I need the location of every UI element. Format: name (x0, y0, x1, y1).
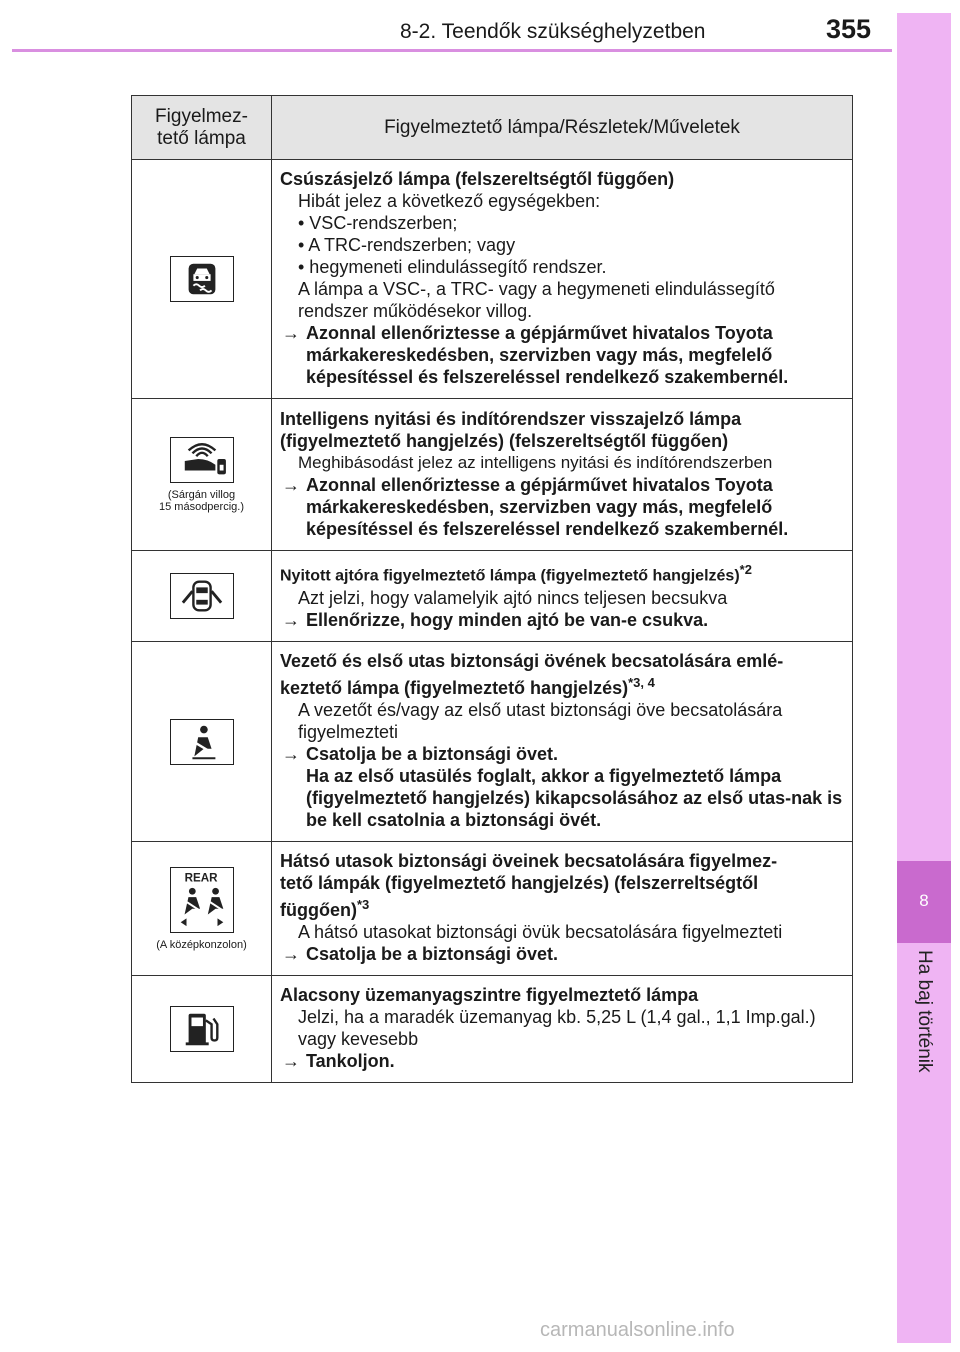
table-header-row (132, 96, 853, 160)
table-row: (Sárgán villog 15 másodpercig.) Intelligens nyitási és indítórendszer visszajelző lámpa (figyelmeztető hangjelzés) (felszereltségtől függően) Meghibásodást jelez az intelligens nyitási és indítórendszerben → Azonnal ellenőriztesse a gépjárművet hivatalos Toyota márkakereskedésben, szervizben vagy más, megfelelő képesítéssel és felszereléssel rendelkező szakembernél. (132, 399, 853, 551)
slip-indicator-icon (170, 256, 234, 302)
page-number: 355 (826, 14, 872, 44)
rear-seatbelt-icon (170, 867, 234, 933)
lamp-title: Csúszásjelző lámpa (felszereltségtől függően) (280, 169, 675, 189)
header-rule (12, 49, 892, 52)
arrow-icon: → (282, 1051, 300, 1072)
chapter-side-tab (897, 13, 951, 1343)
open-door-icon (170, 573, 234, 619)
action-text: → Tankoljon. (282, 1051, 395, 1072)
action-text: → Azonnal ellenőriztesse a gépjárművet hivatalos Toyota márkakereskedésben, szervizben vagy más, megfelelő képesítéssel és felszereléssel rendelkező szakembernél. (282, 474, 789, 539)
smart-key-warning-icon (170, 437, 234, 483)
chapter-title: Ha baj történik (914, 950, 935, 1073)
chapter-number: 8 (897, 861, 951, 943)
lamp-title: Vezető és első utas biztonsági övének becsatolására emlé- (280, 651, 784, 672)
arrow-icon: → (282, 744, 300, 765)
lamp-note: (A középkonzolon) (156, 938, 247, 951)
lamp-title: Intelligens nyitási és indítórendszer visszajelző lámpa (280, 408, 742, 429)
table-row: Alacsony üzemanyagszintre figyelmeztető lámpa Jelzi, ha a maradék üzemanyag kb. 5,25 L (1,4 gal., 1,1 Imp.gal.) vagy kevesebb → Tankoljon. (132, 976, 853, 1083)
arrow-icon: → (282, 323, 300, 343)
warning-lamp-table (131, 95, 853, 1083)
column-header-lamp: Figyelmez- tető lámpa (132, 96, 272, 160)
rear-label: REAR (184, 871, 217, 885)
action-text: → Azonnal ellenőriztesse a gépjárművet hivatalos Toyota márkakereskedésben, szervizben vagy más, megfelelő képesítéssel és felszereléssel rendelkező szakembernél. (282, 323, 789, 387)
table-row: Csúszásjelző lámpa (felszereltségtől függően) Hibát jelez a következő egységekben: • VSC-rendszerben; • A TRC-rendszerben; vagy • hegymeneti elindulássegítő rendszer. A lámpa a VSC-, a TRC- vagy a hegymeneti elindulássegítő rendszer működésekor villog. → Azonnal ellenőriztesse a gépjárművet hivatalos Toyota márkakereskedésben, szervizben vagy más, megfelelő képesítéssel és felszereléssel rendelkező szakembernél. (132, 160, 853, 399)
action-text: → Csatolja be a biztonsági övet. (282, 944, 559, 965)
action-text: → Csatolja be a biztonsági övet. (282, 744, 559, 765)
section-title: 8-2. Teendők szükséghelyzetben (400, 20, 706, 43)
arrow-icon: → (282, 474, 300, 495)
arrow-icon: → (282, 610, 300, 631)
table-row: REAR (A középkonzolon) Hátsó utasok biztonsági öveinek becsatolására figyelmez- tető lámpák (figyelmeztető hangjelzés) (felszerreltségtől függően)$^{*3}$ A hátsó utasokat biztonsági övük becsatolására figyelmezteti → Csatolja be a biztonsági övet. (132, 842, 853, 976)
lamp-note: (Sárgán villog 15 másodpercig.) (159, 488, 244, 513)
lamp-title: Hátsó utasok biztonsági öveinek becsatolására figyelmez- (280, 851, 778, 872)
column-header-details: Figyelmeztető lámpa/Részletek/Műveletek (272, 96, 853, 160)
lamp-title: Alacsony üzemanyagszintre figyelmeztető lámpa (280, 985, 699, 1006)
watermark: carmanualsonline.info (540, 1319, 735, 1341)
action-text: → Ellenőrizze, hogy minden ajtó be van-e csukva. (282, 610, 709, 631)
lamp-title: Nyitott ajtóra figyelmeztető lámpa (figyelmeztető hangjelzés)$^{*2}$ (280, 562, 752, 585)
table-row: Nyitott ajtóra figyelmeztető lámpa (figyelmeztető hangjelzés)$^{*2}$ Azt jelzi, hogy valamelyik ajtó nincs teljesen becsukva → Ellenőrizze, hogy minden ajtó be van-e csukva. (132, 551, 853, 642)
seatbelt-icon (170, 719, 234, 765)
fuel-pump-icon (170, 1006, 234, 1052)
arrow-icon: → (282, 944, 300, 965)
table-row: Vezető és első utas biztonsági övének becsatolására emlé- keztető lámpa (figyelmeztető hangjelzés)$^{*3, 4}$ A vezetőt és/vagy az első utast biztonsági öve becsatolására figyelmezteti → Csatolja be a biztonsági övet. Ha az első utasülés foglalt, akkor a figyelmeztető lámpa (figyelmeztető hangjelzés) kikapcsolásához az első utas-nak is be kell csatolnia a biztonsági övét. (132, 642, 853, 842)
